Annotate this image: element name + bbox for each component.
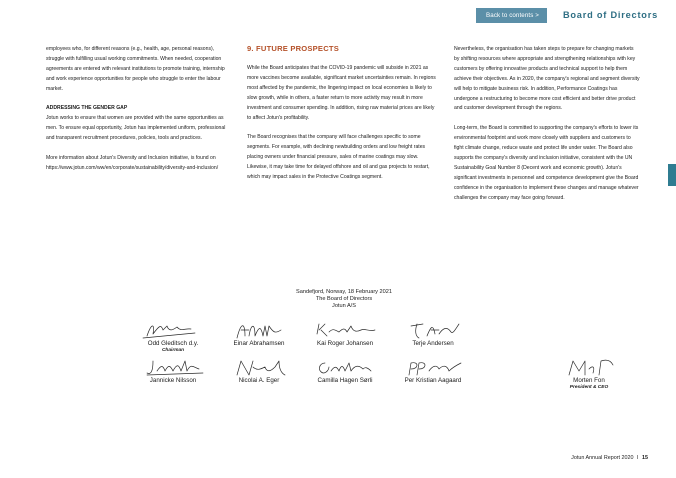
paragraph-diversity-link: More information about Jotun's Diversity and Inclusion initiative, is found on https://www.jotun.com/ww/en/corporate/sustainability/diversity-and-inclusion/ [46, 154, 219, 171]
signatory-role: President & CEO [569, 385, 609, 390]
signature-icon [219, 355, 299, 379]
subheading-gender-gap: ADDRESSING THE GENDER GAP [46, 105, 128, 112]
signatory-name: Terje Andersen [412, 340, 454, 347]
page-footer [571, 455, 648, 461]
text-column-left [46, 45, 232, 184]
signature-icon [549, 355, 629, 379]
signatory-name: Camilla Hagen Sørli [317, 377, 373, 384]
paragraph: Jotun works to ensure that women are provided with the same opportunities as men. To ensure equal opportunity, Jotun has implemented uniform, professional and transparent recruitment procedures, policies, tools and practices. [46, 115, 226, 142]
signature-block [378, 355, 488, 385]
signatory-name: Jannicke Nilsson [149, 377, 197, 384]
footer-separator: I [637, 455, 639, 461]
company-name: Jotun A/S [332, 303, 356, 310]
place-date: Sandefjord, Norway, 18 February 2021 [296, 289, 392, 295]
top-bar [476, 7, 658, 23]
signature-block [378, 318, 488, 348]
paragraph: Long-term, the Board is committed to supporting the company's efforts to lower its environmental footprint and work more closely with suppliers and customers to fight climate change, reduce waste and protect life under water. The Board also supports the company's diversity and inclusion initiative, consistent with the UN Sustainability Goal Number 8 (Decent work and economic growth). Jotun's significant investments in personnel and competence development give the Board confidence in the organisation to implement these changes and manage whatever challenges the company may face going forward. [454, 125, 639, 201]
signatory-name: Nicolai A. Eger [238, 377, 280, 384]
heading-future-prospects: 9. FUTURE PROSPECTS [247, 44, 339, 53]
signature-block [534, 355, 644, 391]
signature-icon [219, 318, 299, 342]
signature-icon [305, 318, 385, 342]
signatory-role: Chairman [161, 348, 185, 353]
signatory-name: Morten Fon [573, 377, 605, 384]
text-column-right [454, 45, 640, 213]
paragraph: employees who, for different reasons (e.g., health, age, personal reasons), struggle with fulfilling usual working commitments. When needed, cooperation agreements are entered with relevant institutions to promote training, internship and work experience opportunities for people who struggle to enter the labour market. [46, 46, 225, 92]
paragraph: Nevertheless, the organisation has taken steps to prepare for changing markets by shifting resources where appropriate and strengthening relationships with key customers by offering innovative products and technical support to help them achieve their objectives. As in 2020, the company's regional and segment diversity will help to mitigate business risk. In addition, Performance Coatings has undergone a restructuring to become more cost efficient and better drive product and customer development through the regions. [454, 46, 640, 112]
signature-icon [133, 318, 213, 342]
report-title: Jotun Annual Report 2020 [571, 455, 634, 461]
signature-icon [305, 355, 385, 379]
page-number: 15 [642, 455, 648, 461]
section-title: Board of Directors [562, 10, 658, 20]
signing-block [247, 289, 441, 311]
signature-icon [133, 355, 213, 379]
text-column-middle [247, 45, 438, 193]
signature-icon [393, 318, 473, 342]
paragraph: While the Board anticipates that the COVID-19 pandemic will subside in 2021 as more vaccines become available, significant market uncertainties remain. In regions most affected by the pandemic, the lingering impact on local economies is likely to slow growth, while in others, a faster return to more activity may result in more investment and consumer spending. In addition, rising raw material prices are likely to affect Jotun's profitability. [247, 65, 436, 121]
paragraph: The Board recognises that the company will face challenges specific to some segments. For example, with declining newbuilding orders and low freight rates placing owners under financial pressure, sales of marine coatings may slow. Likewise, it may take time for delayed offshore and oil and gas projects to restart, which may impact sales in the Protective Coatings segment. [247, 134, 430, 180]
signature-icon [393, 355, 473, 379]
signatory-name: Per Kristian Aagaard [404, 377, 462, 384]
signatory-name: Odd Gleditsch d.y. [147, 340, 199, 347]
signatory-name: Kai Roger Johansen [316, 340, 374, 347]
board-label: The Board of Directors [315, 296, 373, 303]
signatory-name: Einar Abrahamsen [233, 340, 285, 347]
side-tab-marker [668, 164, 676, 186]
back-to-contents-button[interactable]: Back to contents > [476, 8, 547, 23]
